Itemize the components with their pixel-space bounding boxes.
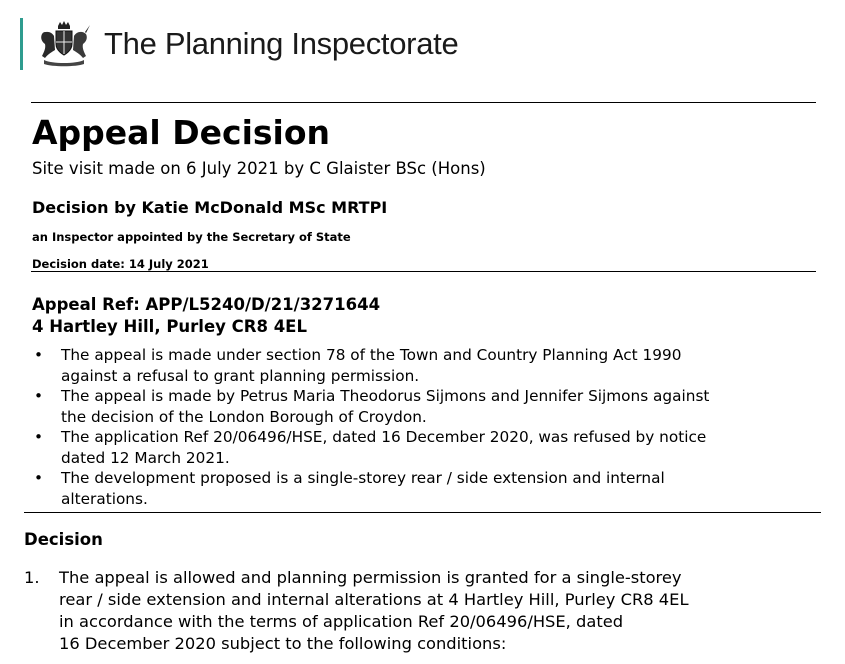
organisation-name: The Planning Inspectorate [104, 26, 459, 61]
paragraph-text [59, 567, 809, 655]
list-item-line: alterations. [61, 489, 148, 508]
header-accent-bar [20, 18, 23, 70]
list-item [32, 386, 812, 427]
top-divider [31, 102, 816, 103]
list-item-line: The appeal is made by Petrus Maria Theodorus Sijmons and Jennifer Sijmons against [61, 387, 710, 405]
decision-heading: Decision [24, 530, 103, 549]
list-item [32, 468, 812, 509]
page-title: Appeal Decision [32, 113, 330, 152]
bullet-glyph: • [34, 469, 44, 487]
paragraph-line: in accordance with the terms of application Ref 20/06496/HSE, dated [59, 612, 624, 631]
bullet-glyph: • [34, 428, 44, 446]
paragraph-line: 16 December 2020 subject to the following conditions: [59, 634, 507, 653]
lower-divider [24, 512, 821, 513]
list-item-line: against a refusal to grant planning permission. [61, 366, 420, 385]
list-item [32, 427, 812, 468]
list-item [32, 345, 812, 386]
decision-by-line: Decision by Katie McDonald MSc MRTPI [32, 198, 388, 217]
list-item-line: The development proposed is a single-storey rear / side extension and internal [61, 469, 665, 487]
inspector-note: an Inspector appointed by the Secretary of State [32, 230, 351, 244]
site-address: 4 Hartley Hill, Purley CR8 4EL [32, 317, 307, 336]
paragraph-line: rear / side extension and internal alterations at 4 Hartley Hill, Purley CR8 4EL [59, 590, 689, 609]
paragraph-line: The appeal is allowed and planning permission is granted for a single-storey [59, 568, 682, 587]
royal-coat-of-arms-icon [36, 20, 92, 68]
list-item-line: the decision of the London Borough of Croydon. [61, 407, 427, 426]
appeal-details-list [32, 345, 812, 509]
paragraph-number: 1. [24, 568, 40, 587]
list-item-line: The appeal is made under section 78 of the Town and Country Planning Act 1990 [61, 346, 682, 364]
bullet-glyph: • [34, 387, 44, 405]
site-visit-line: Site visit made on 6 July 2021 by C Glaister BSc (Hons) [32, 159, 486, 178]
list-item-line: The application Ref 20/06496/HSE, dated 16 December 2020, was refused by notice [61, 428, 707, 446]
middle-divider [31, 271, 816, 272]
header [20, 18, 458, 70]
list-item-line: dated 12 March 2021. [61, 448, 230, 467]
decision-date: Decision date: 14 July 2021 [32, 257, 209, 271]
appeal-reference: Appeal Ref: APP/L5240/D/21/3271644 [32, 295, 381, 314]
bullet-glyph: • [34, 346, 44, 364]
